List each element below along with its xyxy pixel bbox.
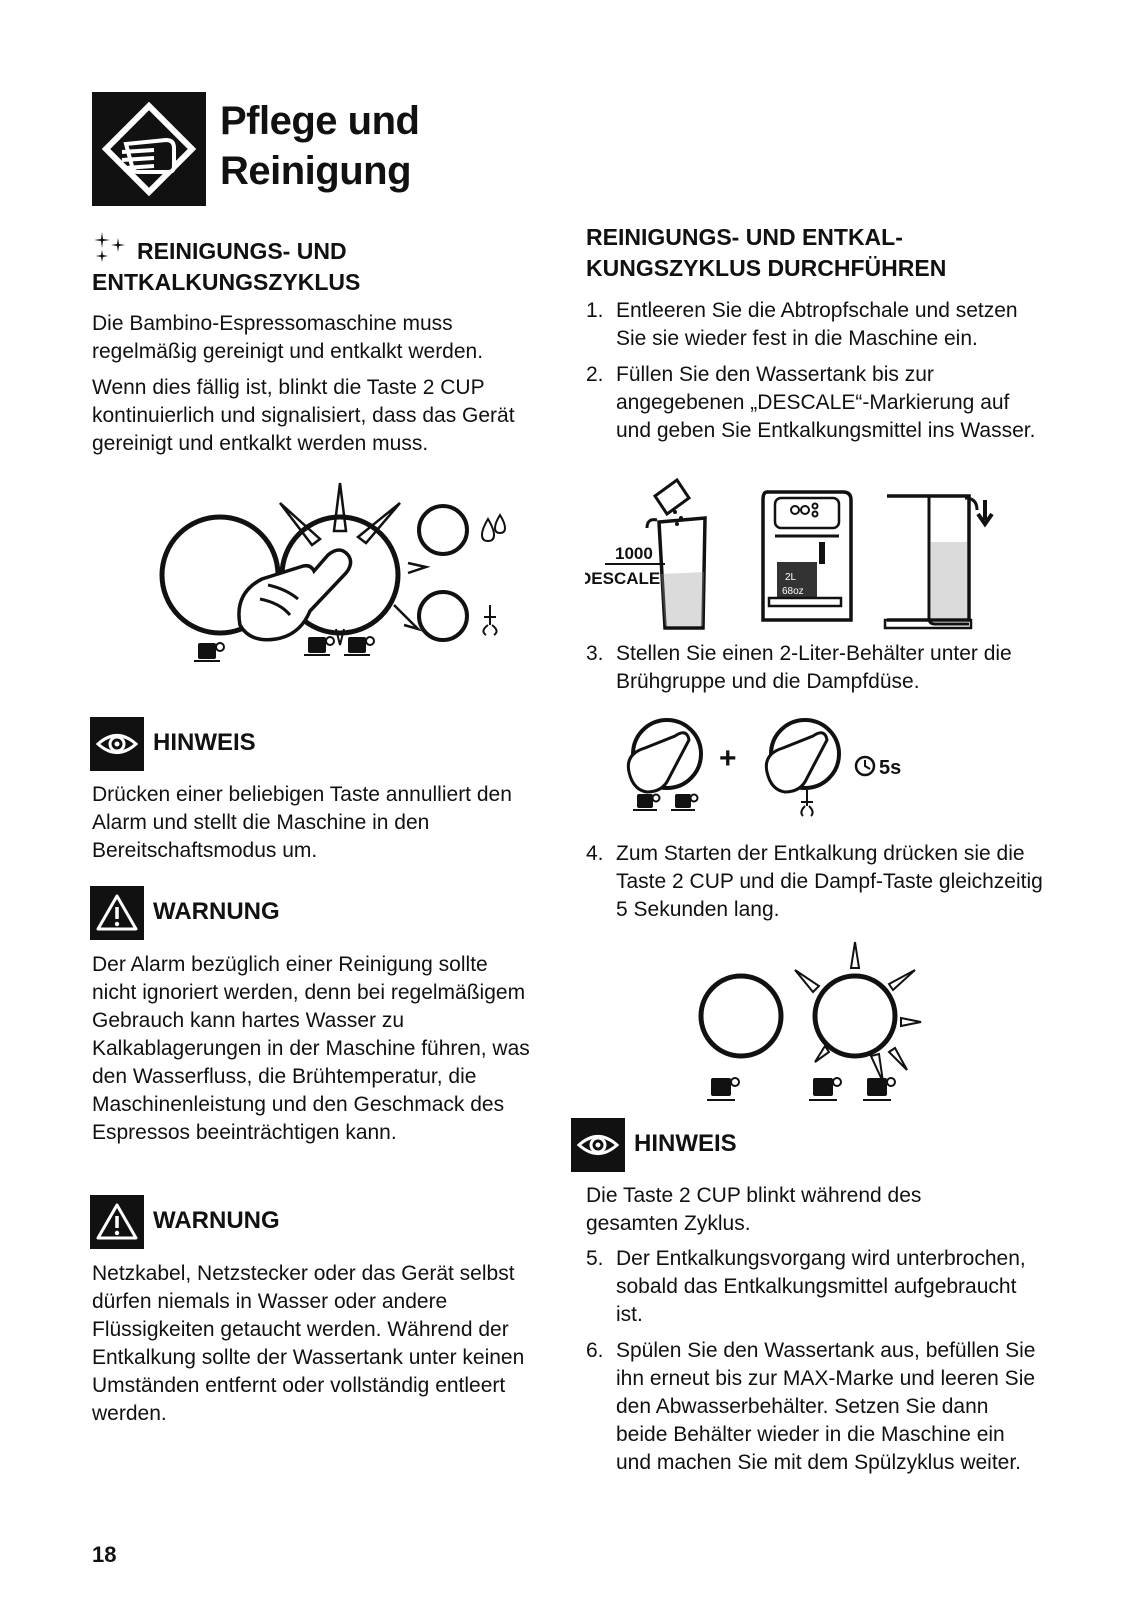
timer-label: 5s — [879, 757, 902, 779]
warning-2-text: Netzkabel, Netzstecker oder das Gerät selbst dürfen niemals in Wasser oder andere Flüssigkeiten getaucht werden. Während der Entkalkung sollte der Wassertank unter keinen Umständen entfernt oder vollständig entleert werden. — [92, 1262, 525, 1425]
eye-icon-box — [571, 1118, 625, 1172]
title-icon-box — [92, 92, 206, 206]
step-3 — [586, 640, 1044, 696]
sparkle-icon — [92, 230, 128, 264]
warning-2: WARNUNG — [90, 1195, 144, 1249]
step-4 — [586, 840, 1044, 924]
press-buttons-illustration — [615, 714, 935, 831]
eye-icon — [571, 1118, 625, 1172]
steps-list-a — [586, 297, 1044, 445]
hand-cleaning-icon — [92, 92, 206, 206]
steps-list-b — [586, 1245, 1044, 1477]
section-heading-perform-cycle: REINIGUNGS- UND ENTKAL- KUNGSZYKLUS DURCHFÜHREN — [586, 224, 947, 281]
page-title: Pflege und Reinigung — [220, 99, 420, 193]
step-item: 1. Entleeren Sie die Abtropfschale und setzen Sie sie wieder fest in die Maschine ein. — [586, 299, 1018, 350]
step-item: 2. Füllen Sie den Wassertank bis zur angegebenen „DESCALE“-Markierung auf und geben Sie Entkalkungsmittel ins Wasser. — [586, 363, 1036, 442]
warning-1: WARNUNG — [90, 886, 144, 940]
container-label-2l: 2L — [785, 572, 797, 583]
notice-right: HINWEIS — [571, 1118, 625, 1172]
plus-sign: + — [719, 742, 737, 775]
warning-triangle-icon — [90, 886, 144, 940]
warning-1-text: Der Alarm bezüglich einer Reinigung sollte nicht ignoriert werden, denn bei regelmäßigem Gebrauch kann hartes Wasser zu Kalkablagerungen in der Maschine führen, was den Wasserfluss, die Brühtemperatur, die Maschinenleistung und den Geschmack des Espressos beeinträchtigen kann. — [92, 953, 530, 1144]
intro-text: Die Bambino-Espressomaschine muss regelmäßig gereinigt und entkalkt werden. Wenn dies fällig ist, blinkt die Taste 2 CUP kontinuierlich und signalisiert, dass das Gerät gereinigt und entkalkt werden muss. — [92, 312, 515, 455]
descale-tank-illustration — [585, 478, 1025, 643]
warning-icon-box — [90, 1195, 144, 1249]
page-number: 18 — [92, 1542, 117, 1567]
blinking-button-illustration — [695, 940, 935, 1115]
step-item: 4. Zum Starten der Entkalkung drücken sie die Taste 2 CUP und die Dampf-Taste gleichzeitig 5 Sekunden lang. — [586, 842, 1043, 921]
notice-right-text: Die Taste 2 CUP blinkt während des gesamten Zyklus. — [586, 1184, 922, 1235]
button-panel-illustration — [150, 475, 530, 680]
step-item: 3. Stellen Sie einen 2-Liter-Behälter unter die Brühgruppe und die Dampfdüse. — [586, 642, 1012, 693]
container-label-oz: 68oz — [782, 586, 804, 597]
notice-left: HINWEIS — [90, 717, 144, 771]
eye-icon-box — [90, 717, 144, 771]
section-heading-cleaning-cycle: REINIGUNGS- UND ENTKALKUNGSZYKLUS — [92, 230, 552, 298]
step-item: 6. Spülen Sie den Wassertank aus, befüllen Sie ihn erneut bis zur MAX-Marke und leeren Sie den Abwasserbehälter. Setzen Sie dann beide Behälter wieder in die Maschine ein und machen Sie mit dem Spülzyklus weiter. — [586, 1339, 1036, 1474]
warning-icon-box — [90, 886, 144, 940]
eye-icon — [90, 717, 144, 771]
step-item: 5. Der Entkalkungsvorgang wird unterbrochen, sobald das Entkalkungsmittel aufgebraucht ist. — [586, 1247, 1026, 1326]
notice-left-text: Drücken einer beliebigen Taste annulliert den Alarm und stellt die Maschine in den Bereitschaftsmodus um. — [92, 783, 512, 862]
tank-label-descale: DESCALE — [585, 569, 661, 588]
warning-triangle-icon — [90, 1195, 144, 1249]
tank-label-1000: 1000 — [615, 544, 653, 563]
